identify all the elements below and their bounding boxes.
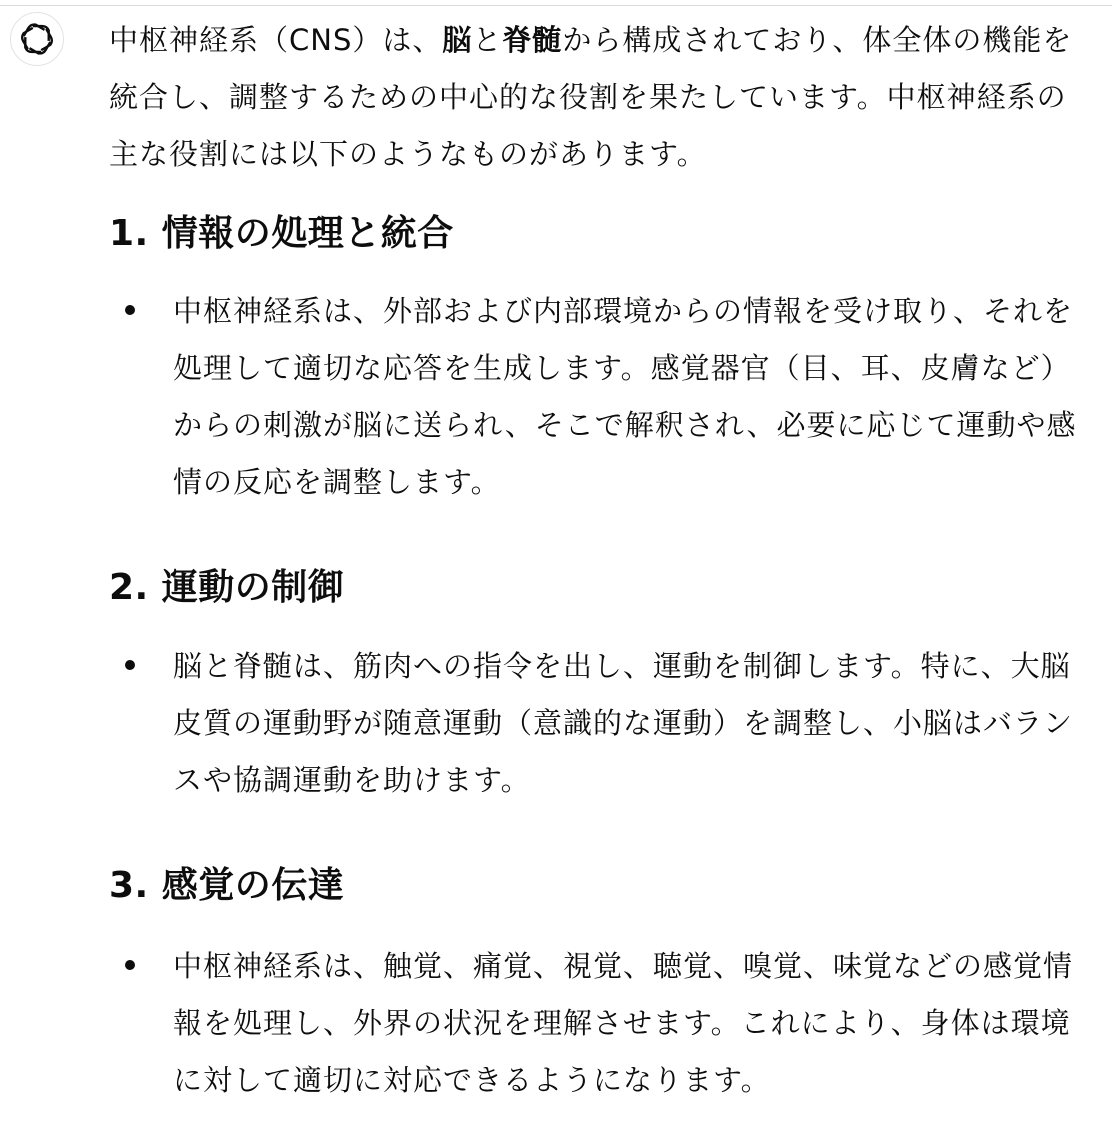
list-item: [109, 283, 1084, 511]
intro-text-1: 中枢神経系（CNS）は、: [109, 23, 443, 57]
assistant-avatar: [10, 12, 64, 66]
bullet-icon: [125, 960, 135, 970]
section-heading-3: 3. 感覚の伝達: [109, 865, 345, 906]
bullet-icon: [125, 660, 135, 670]
intro-and: と: [472, 23, 503, 57]
intro-paragraph: [109, 12, 1084, 183]
assistant-message: [109, 12, 1084, 1109]
bullet-icon: [125, 305, 135, 315]
top-divider: [0, 0, 1112, 6]
list-item-text: 中枢神経系は、触覚、痛覚、視覚、聴覚、嗅覚、味覚などの感覚情報を処理し、外界の状況を理解させます。これにより、身体は環境に対して適切に対応できるようになります。: [173, 949, 1074, 1097]
list-item-text: 中枢神経系は、外部および内部環境からの情報を受け取り、それを処理して適切な応答を生成します。感覚器官（目、耳、皮膚など）からの刺激が脳に送られ、そこで解釈され、必要に応じて運動や感情の反応を調整します。: [173, 294, 1077, 499]
intro-spinal-cord-bold: 脊髄: [502, 23, 563, 57]
intro-text-2: から構成されており、体全体の機能を統合し、調整するための中心的な役割を果たしています。中枢神経系の主な役割には以下のようなものがあります。: [109, 23, 1073, 171]
intro-brain-bold: 脳: [442, 23, 473, 57]
list-item: [109, 638, 1084, 809]
section-heading-1: 1. 情報の処理と統合: [109, 213, 454, 254]
list-item: [109, 938, 1084, 1109]
list-item-text: 脳と脊髄は、筋肉への指令を出し、運動を制御します。特に、大脳皮質の運動野が随意運動（意識的な運動）を調整し、小脳はバランスや協調運動を助けます。: [173, 649, 1074, 797]
openai-logo-icon: [18, 20, 56, 58]
section-heading-2: 2. 運動の制御: [109, 567, 345, 608]
